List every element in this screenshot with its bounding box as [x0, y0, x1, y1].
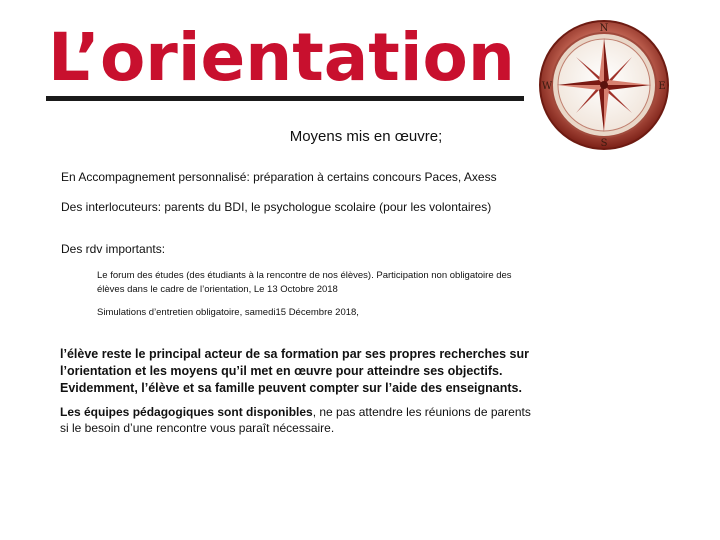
line-interlocuteurs: Des interlocuteurs: parents du BDI, le psychologue scolaire (pour les volontaires): [61, 200, 492, 214]
eleve-line-3: Evidemment, l’élève et sa famille peuvent compter sur l’aide des enseignants.: [60, 381, 522, 395]
section-subtitle: [0, 128, 720, 145]
line-accompagnement: En Accompagnement personnalisé: préparation à certains concours Paces, Axess: [61, 170, 497, 184]
compass-north-label: N: [599, 23, 609, 34]
eleve-paragraph: [60, 346, 540, 397]
equipes-bold: Les équipes pédagogiques sont disponibles: [60, 405, 313, 419]
subtitle-text: Moyens mis en œuvre;: [289, 128, 443, 145]
forum-line-1: Le forum des études (des étudiants à la rencontre de nos élèves). Participation non obligatoire des: [97, 270, 512, 281]
title-underline: [46, 96, 524, 101]
compass-south-label: S: [600, 138, 608, 149]
line-rdv: Des rdv importants:: [61, 242, 166, 256]
eleve-line-2: l’orientation et les moyens qu’il met en œuvre pour atteindre ses objectifs.: [60, 364, 503, 378]
equipes-rest: , ne pas attendre les réunions de parents: [312, 405, 531, 419]
equipes-paragraph: [60, 404, 560, 436]
forum-line-2: élèves dans le cadre de l’orientation, Le 13 Octobre 2018: [97, 284, 338, 295]
compass-east-label: E: [658, 81, 666, 92]
eleve-line-1: l’élève reste le principal acteur de sa formation par ses propres recherches sur: [60, 347, 529, 361]
simulation-line: Simulations d’entretien obligatoire, samedi15 Décembre 2018,: [97, 307, 359, 318]
equipes-line-2: si le besoin d’une rencontre vous paraît nécessaire.: [60, 421, 335, 435]
page-title: L’orientation: [48, 19, 515, 96]
compass-west-label: W: [541, 81, 553, 92]
